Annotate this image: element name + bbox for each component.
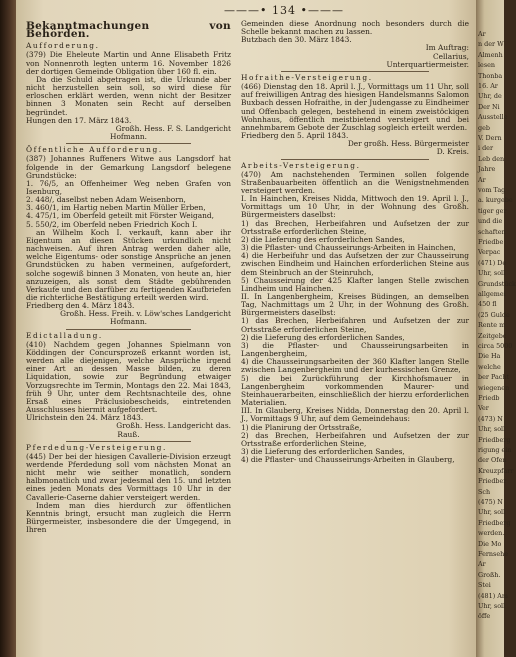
adjacent-page-fragment: 16. Ar bbox=[478, 82, 498, 90]
adjacent-page-fragment: rigung ein bbox=[478, 446, 512, 454]
adjacent-page-fragment: vom Tag bbox=[478, 186, 506, 194]
notice-paragraph: I. In Hainchen, Kreises Nidda, Mittwoch den 19. April l. J., Vormittags um 10 Uhr, in der Wohnung des Großh. Bürgermeisters daselbst: bbox=[241, 194, 469, 220]
notice-paragraph: Großh. Hess. F. S. Landgericht bbox=[115, 123, 231, 133]
notice-paragraph: (445) Der bei der hiesigen Cavallerie-Division erzeugt werdende Pferdedung soll vom nächsten Monat an nicht mehr wie seither monatlich, sondern halbmonatlich und zwar jedesmal den 15. und letzten eines jeden Monats des Vormittags 10 Uhr in der Cavallerie-Caserne dahier versteigert werden. bbox=[26, 451, 231, 502]
adjacent-page-fragment: schaften bbox=[478, 227, 506, 236]
notice-paragraph: Indem man dies hierdurch zur öffentlichen Kenntnis bringt, ersucht man zugleich die Herrn Bürgermeister, insbesondere die der Umgegend, in Ihren bbox=[26, 500, 231, 535]
adjacent-page-fragment: welche bbox=[478, 362, 501, 371]
notice-paragraph: (410) Nachdem gegen Johannes Spielmann von Köddingen der Concursprozeß erkannt worden ist, werden alle diejenigen, welche Ansprüche irgend einer Art an dessen Masse bilden, zu deren Liquidation, sowie zur Begründung etwaiger Vorzugsrechte im Termin, Montags den 22. Mai 1843, früh 9 Uhr, unter dem Rechtsnachteile des, ohne Ersaß eines Präclusiobescheids, eintretenden Ausschlusses hiermit aufgefordert. bbox=[26, 339, 231, 415]
adjacent-page-fragment: Zeitgebc bbox=[478, 331, 507, 340]
notice-paragraph: 2) die Lieferung des erforderlichen Sandes, bbox=[241, 234, 405, 244]
adjacent-page-fragment: (471) De bbox=[478, 258, 507, 267]
adjacent-page-fragment: Großh. bbox=[478, 570, 501, 579]
notice-paragraph: 1) das Brechen, Herbeifahren und Aufsetzen der zur Ortsstraße erforderlichen Steine, bbox=[241, 218, 469, 236]
adjacent-page-fragment: n der W bbox=[478, 40, 504, 49]
adjacent-page-fragment: Die Ha bbox=[478, 352, 501, 361]
adjacent-page-fragment: Friedberg bbox=[478, 518, 511, 527]
notice-heading: Pferdedung-Versteigerung. bbox=[26, 442, 167, 452]
notice-paragraph: 3. 460/1, im Hartig neben Martin Müller Erben, bbox=[26, 203, 206, 213]
notice-paragraph: Großh. Hess. Freih. v. Löw'sches Landgericht bbox=[60, 309, 231, 319]
adjacent-page-fragment: Die Mo bbox=[478, 539, 502, 548]
adjacent-page-fragment: Uhr, soll bbox=[478, 602, 506, 610]
notice-paragraph: 5) die bei Zurückführung der Kirchhofsmauer in Langenbergheim vorkommenden Maurer- und Steinhauerarbeiten, einschließlich der hierzu erforderlichen Materialien. bbox=[241, 373, 469, 408]
adjacent-page-fragment: werden. bbox=[478, 529, 505, 538]
notice-heading: Hofraithe-Versteigerung. bbox=[241, 72, 373, 82]
notice-paragraph: Friedberg den 4. März 1843. bbox=[26, 301, 135, 311]
notice-paragraph: 4) die Chausseirungsarbeiten der 360 Klafter langen Stelle zwischen Langenbergheim und der kurhessischen Grenze, bbox=[241, 357, 469, 375]
section-title: Bekanntmachungen von Behörden. bbox=[26, 20, 231, 41]
notice-paragraph: Hungen den 17. März 1843. bbox=[26, 115, 132, 125]
notice-paragraph: Großh. Hess. Landgericht das. bbox=[116, 421, 231, 431]
notice-divider bbox=[281, 71, 429, 72]
adjacent-page-fragment: Verpac bbox=[478, 248, 501, 257]
right-column bbox=[241, 20, 469, 464]
adjacent-page-fragment: wiegenen bbox=[478, 383, 510, 392]
adjacent-page-fragment: Grundstück bbox=[478, 279, 516, 288]
notice-divider bbox=[66, 441, 191, 442]
notice-paragraph: Hofmann. bbox=[110, 317, 147, 327]
adjacent-page-fragment: V. Dern bbox=[478, 134, 502, 142]
adjacent-page-fragment: geb bbox=[478, 123, 490, 132]
notice-paragraph: Friedberg den 5. April 1843. bbox=[241, 131, 349, 141]
notice-paragraph: (379) Die Eheleute Martin und Anne Elisabeth Fritz von Nonnenroth legten unterm 16. November 1826 der dortigen Gemeinde Obligation über 160 fl. ein. bbox=[26, 50, 231, 76]
adjacent-page-fragment: 450 fl bbox=[478, 300, 497, 309]
adjacent-page-fragment: lesen bbox=[478, 61, 496, 70]
adjacent-page-fragment: Kreuzpfarr bbox=[478, 466, 514, 475]
adjacent-page-edge bbox=[476, 0, 516, 657]
adjacent-page-fragment: (25 Gulde bbox=[478, 310, 510, 319]
adjacent-page-fragment: (475) N bbox=[478, 498, 503, 506]
notice-paragraph: 4) die Pflaster- und Chausseirungs-Arbeiten in Glauberg, bbox=[241, 455, 455, 465]
notice-paragraph: (387) Johannes Ruffeners Witwe aus Langsdorf hat folgende in der Gemarkung Langsdorf belegene Grundstücke: bbox=[26, 154, 231, 180]
adjacent-page-fragment: a. kurgebe bbox=[478, 196, 513, 205]
adjacent-page-fragment: Friedbe bbox=[478, 238, 504, 246]
adjacent-page-fragment: tiger ger bbox=[478, 206, 507, 215]
adjacent-page-fragment: Ausstelle bbox=[478, 113, 508, 122]
notice-paragraph: Der großh. Hess. Bürgermeister bbox=[347, 139, 469, 149]
notice-paragraph: Ulrichstein den 24. März 1843. bbox=[26, 413, 144, 423]
notice-paragraph: Gemeinden diese Anordnung noch besonders durch die Schelle bekannt machen zu lassen. bbox=[241, 19, 469, 37]
notice-paragraph: 1) das Brechen, Herbeifahren und Aufsetzen der zur Ortsstraße erforderlichen Steine, bbox=[241, 316, 469, 334]
right-column-notices bbox=[241, 20, 469, 464]
adjacent-page-fragment: Leb den bbox=[478, 154, 505, 163]
adjacent-page-fragment: (481) Am bbox=[478, 591, 508, 600]
notice-paragraph: III. In Glauberg, Kreises Nidda, Donnerstag den 20. April l. J., Vormittags 9 Uhr, auf dem Gemeindehaus: bbox=[241, 406, 469, 424]
adjacent-page-fragment: Friedber bbox=[478, 477, 507, 486]
notice-paragraph: 3) die Pflaster- und Chausseirungs-Arbeiten in Hainchen, bbox=[241, 243, 456, 253]
notice-paragraph: 5) Chausseirung der 425 Klafter langen Stelle zwischen Lindheim und Hainchen. bbox=[241, 275, 469, 293]
notice-heading: Aufforderung. bbox=[26, 41, 100, 51]
left-column bbox=[26, 20, 231, 534]
notice-paragraph: Hofmann. bbox=[110, 132, 147, 142]
notice-paragraph: 2) die Lieferung des erforderlichen Sandes, bbox=[241, 332, 405, 342]
notice-paragraph: Unterquartiermeister. bbox=[386, 59, 469, 69]
adjacent-page-fragment: (473) N bbox=[478, 414, 503, 423]
document-page bbox=[16, 0, 476, 657]
adjacent-page-fragment: Fernsehe bbox=[478, 550, 508, 558]
notice-paragraph: 3) die Lieferung des erforderlichen Sandes, bbox=[241, 446, 405, 456]
notice-paragraph: an Wilhelm Koch I. verkauft, kann aber ihr Eigentum an diesen Stücken urkundlich nicht nachweisen. Auf ihren Antrag werden daher alle, welche Eigentums- oder sonstige Ansprüche an jenen Grundstücken zu haben vermeinen, aufgefordert, solche sogewiß binnen 3 Monaten, von heute an, hier anzuzeigen, als sonst dem Städte gebührenden Verkaufe und den darfüber zu fertigenden Kaufbriefen die richterliche Bestätigung erteilt werden wird. bbox=[26, 227, 231, 302]
adjacent-page-fragment: circa 5000 bbox=[478, 342, 513, 350]
notice-paragraph: II. In Langenbergheim, Kreises Büdingen, an demselben Tag, Nachmittags um 2 Uhr, in der Wohnung des Großh. Bürgermeisters daselbst: bbox=[241, 292, 469, 318]
notice-paragraph: 3) die Pflaster- und Chausseirungsarbeiten in Langenbergheim, bbox=[241, 340, 469, 359]
adjacent-page-fragment: Der Ni bbox=[478, 102, 500, 111]
notice-paragraph: 5. 550/2, im Oberfeld neben Friedrich Koch I. bbox=[26, 219, 198, 229]
notice-paragraph: 4) die Herbeifuhr und das Aufsetzen der zur Chausseirung zwischen Eindheim und Hainchen erforderlichen Steine aus dem Steinbruch an der Steinruhch, bbox=[241, 251, 469, 277]
notice-paragraph: Rauß. bbox=[117, 429, 140, 439]
notice-heading: Arbeits-Versteigerung. bbox=[241, 160, 361, 170]
notice-divider bbox=[66, 329, 191, 330]
adjacent-page-fragment: Uhr, soll bbox=[478, 425, 506, 434]
adjacent-page-fragment: Rente m bbox=[478, 321, 506, 330]
adjacent-page-fragment: Uhr, de bbox=[478, 92, 502, 101]
notice-paragraph: 2) das Brechen, Herbeifahren und Aufsetzen der zur Ortsstraße erforderlichen Steine, bbox=[241, 430, 469, 448]
page-header bbox=[16, 4, 476, 18]
notice-paragraph: (470) Am nachstehenden Terminen sollen folgende Straßenbauarbeiten öffentlich an die Wenigstnehmenden versteigert werden. bbox=[241, 169, 469, 195]
notice-paragraph: 2. 448/, daselbst neben Adam Weisenborn, bbox=[26, 195, 186, 205]
adjacent-page-fragment: allgemei bbox=[478, 290, 506, 298]
notice-heading: Öffentliche Aufforderung. bbox=[26, 145, 163, 155]
notice-paragraph: 1) die Planirung der Ortsstraße, bbox=[241, 422, 362, 432]
adjacent-page-fragment: Almenh bbox=[478, 50, 503, 59]
notice-paragraph: 1. 76/5, an Offenheimer Weg neben Grafen von Isenburg, bbox=[26, 178, 231, 196]
left-column-notices bbox=[26, 42, 231, 534]
notice-paragraph: Butzbach den 30. März 1843. bbox=[241, 35, 352, 45]
notice-heading: Edictalladung. bbox=[26, 330, 103, 340]
adjacent-page-fragment: öffe bbox=[478, 612, 491, 621]
notice-paragraph: Im Auftrag: bbox=[425, 43, 469, 53]
notice-paragraph: D. Kreis. bbox=[436, 147, 469, 157]
adjacent-page-fragment: der Ofen bbox=[478, 456, 507, 465]
adjacent-page-fragment: Uhr, soll bbox=[478, 508, 506, 517]
adjacent-page-fragment: Sch bbox=[478, 487, 491, 496]
adjacent-page-fragment: ber Pacht bbox=[478, 373, 510, 382]
adjacent-page-fragment: Ar bbox=[478, 175, 486, 184]
notice-divider bbox=[66, 143, 191, 144]
page-number: ———• 134 •——— bbox=[224, 4, 344, 17]
adjacent-page-fragment: Ar bbox=[478, 560, 486, 569]
adjacent-page-fragment: Ar bbox=[478, 30, 486, 38]
notice-divider bbox=[281, 159, 429, 160]
book-spine bbox=[0, 0, 16, 657]
notice-paragraph: Cellarius, bbox=[433, 51, 469, 61]
notice-paragraph: 4. 475/1, im Oberfeld geteilt mit Förster Weigand, bbox=[26, 211, 214, 221]
adjacent-page-fragment: Thonba bbox=[478, 71, 503, 80]
adjacent-page-fragment: Uhr, soll bbox=[478, 269, 506, 278]
notice-paragraph: Da die Schuld abgetragen ist, die Urkunde aber nicht herzustellen sein soll, so wird diese für erloschen erklärt werden, wenn nicht der Besitzer binnen 3 Monaten sein Recht auf derselben begründet. bbox=[26, 74, 231, 117]
adjacent-page-fragment: und die bbox=[478, 217, 503, 226]
adjacent-page-fragment: Stei bbox=[478, 581, 491, 590]
adjacent-page-fragment: Jahre bbox=[478, 165, 496, 174]
adjacent-page-fragment: Friedb bbox=[478, 394, 500, 402]
adjacent-page-fragment: Friedberg bbox=[478, 435, 511, 444]
adjacent-page-fragment: i der bbox=[478, 144, 494, 153]
adjacent-page-fragment: Ver bbox=[478, 404, 489, 413]
notice-paragraph: (466) Dienstag den 18. April l. J., Vormittags um 11 Uhr, soll auf freiwilligen Antrag des hiesigen Handelsmanns Salomon Buxbach dessen Hofraithe, in der Judengasse zu Eindheimer und Offenbach gelegen, bestehend in einem zweistöckigen Wohnhaus, öffentlich meistbietend versteigert und bei annehmbarem Gebote der Zuschlag sogleich erteilt werden. bbox=[241, 82, 469, 132]
